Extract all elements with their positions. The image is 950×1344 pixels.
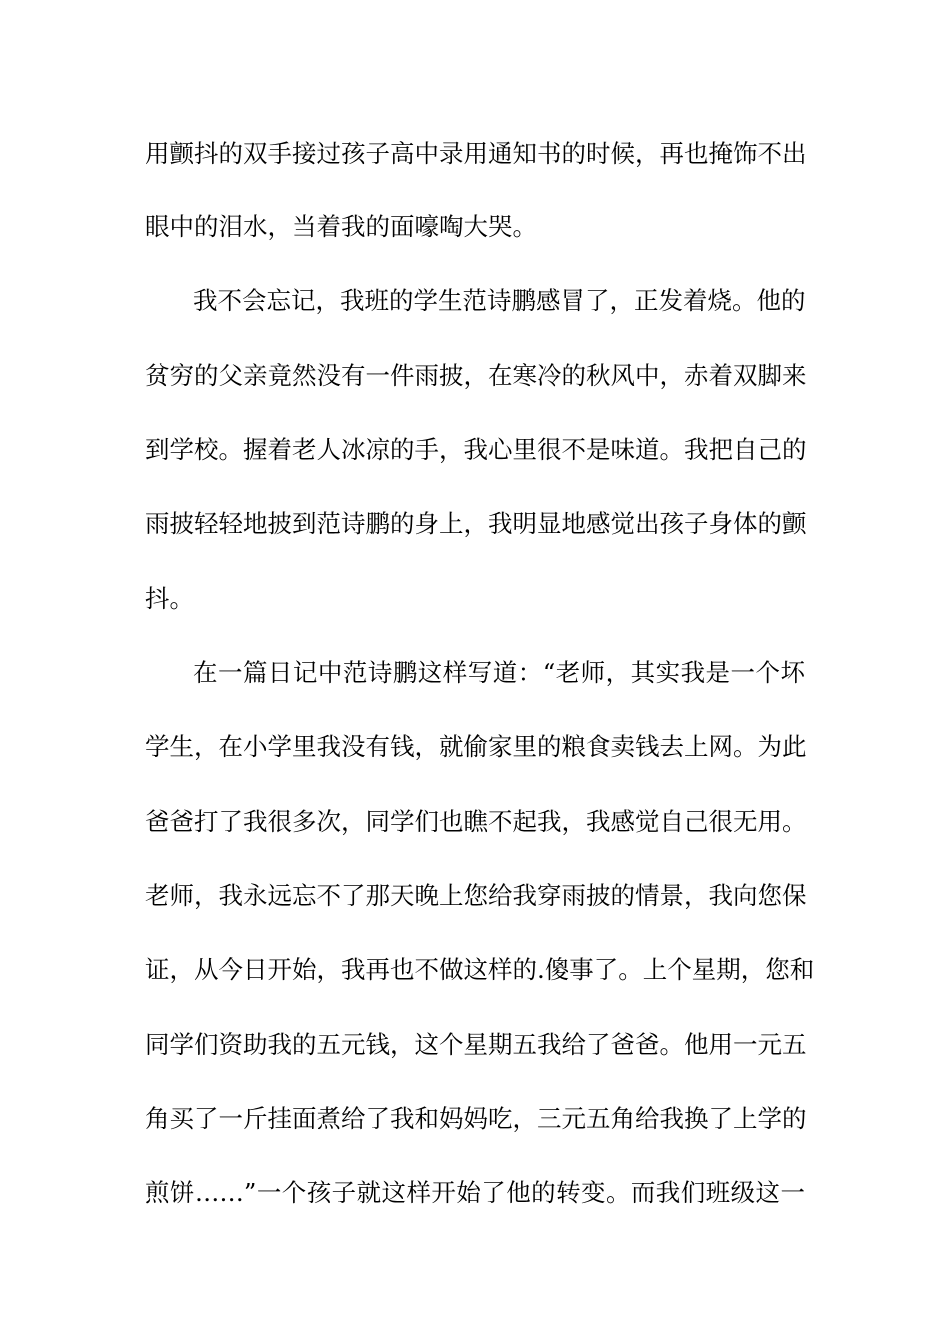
text-line-4: 贫穷的父亲竟然没有一件雨披，在寒冷的秋风中，赤着双脚来 (145, 361, 807, 390)
text-line-6: 雨披轻轻地披到范诗鹏的身上，我明显地感觉出孩子身体的颤 (145, 509, 807, 538)
text-line-15: 煎饼……”一个孩子就这样开始了他的转变。而我们班级这一 (145, 1178, 805, 1207)
text-line-14: 角买了一斤挂面煮给了我和妈妈吃，三元五角给我换了上学的 (145, 1104, 807, 1133)
text-line-1: 用颤抖的双手接过孩子高中录用通知书的时候，再也掩饰不出 (145, 139, 807, 168)
text-line-13: 同学们资助我的五元钱，这个星期五我给了爸爸。他用一元五 (145, 1030, 807, 1059)
text-line-2: 眼中的泪水，当着我的面嚎啕大哭。 (145, 212, 537, 241)
text-line-12: 证，从今日开始，我再也不做这样的.傻事了。上个星期，您和 (145, 955, 815, 984)
text-line-11: 老师，我永远忘不了那天晚上您给我穿雨披的情景，我向您保 (145, 881, 807, 910)
text-line-9: 学生，在小学里我没有钱，就偷家里的粮食卖钱去上网。为此 (145, 732, 807, 761)
text-line-10: 爸爸打了我很多次，同学们也瞧不起我，我感觉自己很无用。 (145, 807, 807, 836)
text-line-5: 到学校。握着老人冰凉的手，我心里很不是味道。我把自己的 (145, 435, 807, 464)
text-line-3: 我不会忘记，我班的学生范诗鹏感冒了，正发着烧。他的 (193, 286, 806, 315)
text-line-7: 抖。 (145, 584, 194, 613)
text-line-8: 在一篇日记中范诗鹏这样写道：“老师，其实我是一个坏 (193, 658, 805, 687)
